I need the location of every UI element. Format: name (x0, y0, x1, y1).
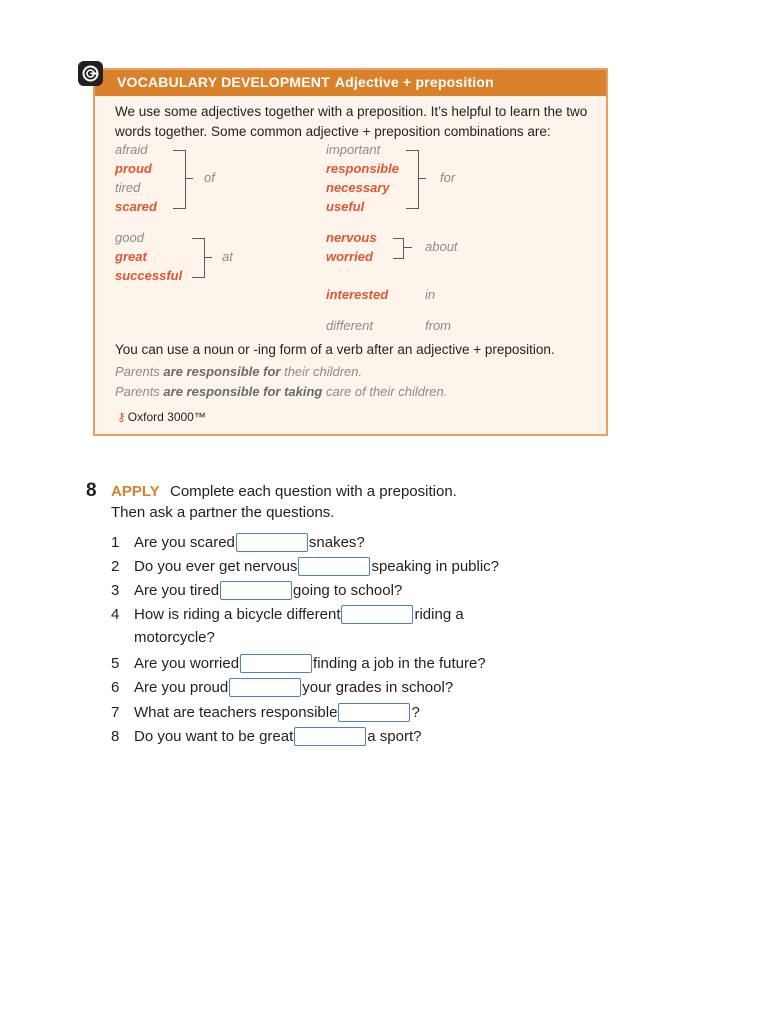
answer-input-2[interactable] (298, 557, 370, 576)
answer-input-7[interactable] (338, 703, 410, 722)
word-afraid: afraid (115, 142, 148, 157)
question-1: 1 Are you scared snakes? (111, 533, 365, 551)
example-sentence-2: Parents are responsible for taking care of their children. (115, 384, 448, 399)
bracket-tick-of (186, 178, 193, 179)
question-5: 5 Are you worried finding a job in the future? (111, 654, 486, 672)
oxford-3000-label: ⚷ Oxford 3000™ (117, 410, 206, 424)
bracket-about (393, 238, 404, 259)
word-tired: tired (115, 180, 141, 195)
answer-input-8[interactable] (294, 727, 366, 746)
word-successful: successful (115, 268, 183, 283)
example-sentence-1: Parents are responsible for their children. (115, 364, 363, 379)
bracket-tick-for (419, 178, 426, 179)
word-useful: useful (326, 199, 365, 214)
word-responsible: responsible (326, 161, 399, 176)
prep-about: about (425, 239, 458, 254)
word-nervous: nervous (326, 230, 377, 245)
word-important: important (326, 142, 381, 157)
word-interested: interested (326, 287, 389, 302)
vocabulary-subtitle: Adjective + preposition (334, 74, 494, 90)
answer-input-6[interactable] (229, 678, 301, 697)
word-great: great (115, 249, 147, 264)
vocabulary-intro: We use some adjectives together with a preposition. It’s helpful to learn the two words together. Some common adjective + preposition combinations are: (115, 104, 588, 139)
prep-at: at (222, 249, 233, 264)
question-4-continuation: motorcycle? (134, 629, 215, 646)
answer-input-4[interactable] (341, 605, 413, 624)
bracket-tick-about (404, 247, 412, 248)
exercise-instruction-1: Complete each question with a preposition. (170, 483, 457, 500)
vocabulary-box (93, 68, 608, 436)
question-3: 3 Are you tired going to school? (111, 581, 403, 599)
exercise-number: 8 (86, 480, 97, 501)
word-necessary: necessary (326, 180, 390, 195)
bracket-for (406, 150, 419, 209)
exercise-label: APPLY (111, 483, 160, 500)
word-worried: worried (326, 249, 373, 264)
word-different: different (326, 318, 373, 333)
key-icon: ⚷ (117, 410, 126, 424)
word-scared: scared (115, 199, 157, 214)
prep-for: for (440, 170, 456, 185)
question-2: 2 Do you ever get nervous speaking in public? (111, 557, 500, 575)
vocabulary-title: VOCABULARY DEVELOPMENT (117, 74, 330, 90)
prep-from: from (425, 318, 451, 333)
question-8: 8 Do you want to be great a sport? (111, 727, 422, 745)
exercise-instruction-2: Then ask a partner the questions. (111, 504, 335, 521)
bracket-tick-at (205, 257, 212, 258)
question-6: 6 Are you proud your grades in school? (111, 678, 454, 696)
vocabulary-header (95, 70, 606, 96)
word-good: good (115, 230, 144, 245)
grammar-note: You can use a noun or -ing form of a verb after an adjective + preposition. (115, 342, 555, 357)
answer-input-1[interactable] (236, 533, 308, 552)
answer-input-3[interactable] (220, 581, 292, 600)
question-7: 7 What are teachers responsible ? (111, 703, 420, 721)
vocabulary-logo-icon (78, 61, 103, 86)
bracket-of (173, 150, 186, 209)
question-4: 4 How is riding a bicycle different riding a (111, 605, 464, 623)
bracket-at (192, 238, 205, 278)
answer-input-5[interactable] (240, 654, 312, 673)
prep-of: of (204, 170, 215, 185)
prep-in: in (425, 287, 436, 302)
word-proud: proud (115, 161, 152, 176)
